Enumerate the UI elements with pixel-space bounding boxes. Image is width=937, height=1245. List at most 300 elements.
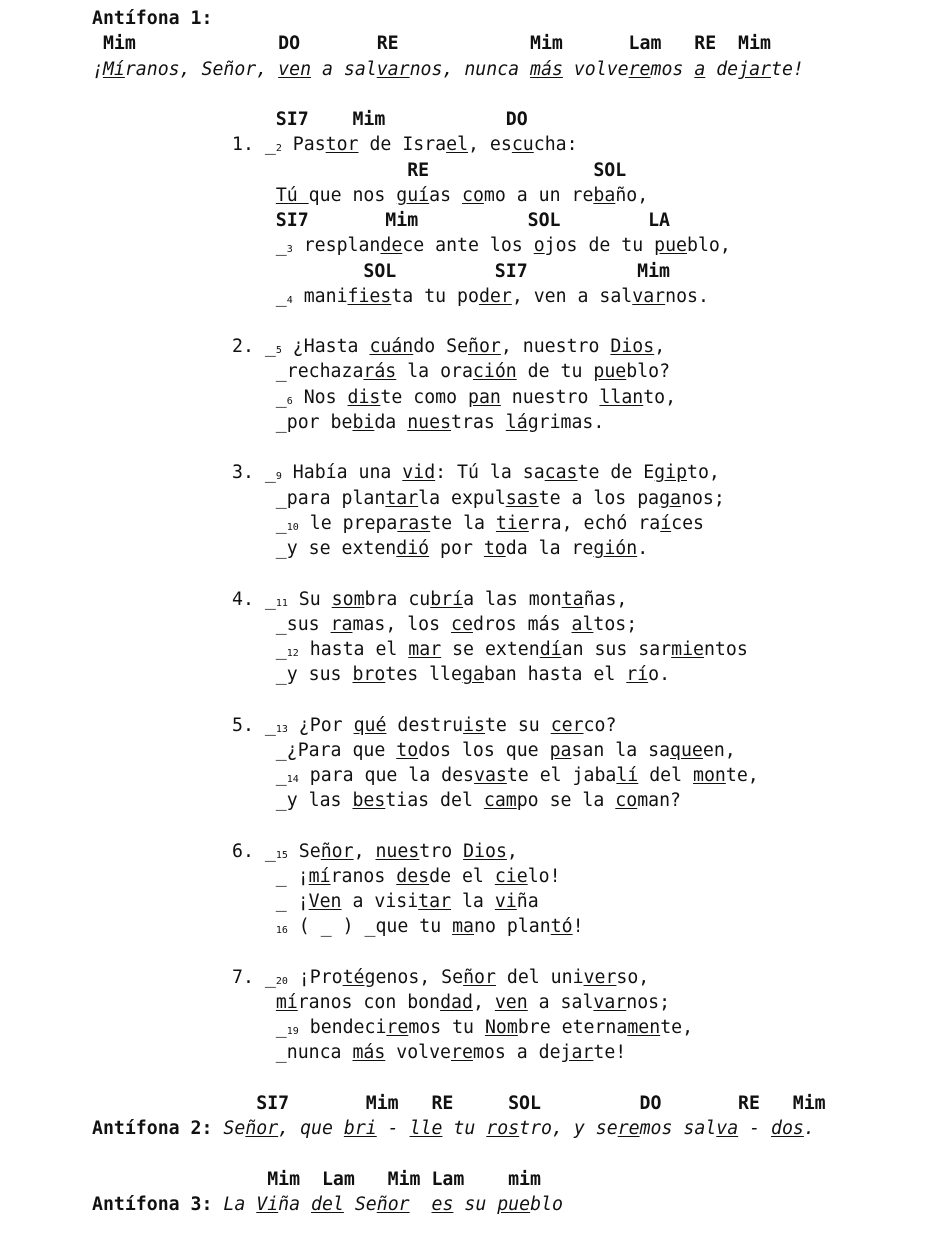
text-run: de Isra bbox=[358, 134, 447, 155]
text-run: del bbox=[638, 765, 694, 786]
text-run: _ bbox=[232, 513, 287, 534]
text-run: tro bbox=[419, 841, 464, 862]
stressed-syllable: Vi bbox=[256, 1194, 279, 1215]
stressed-syllable: som bbox=[331, 589, 365, 610]
stressed-syllable: nues bbox=[407, 412, 452, 433]
text-run: a sal bbox=[311, 59, 377, 80]
stressed-syllable: vid bbox=[402, 462, 436, 483]
text-run: : Tú la sa bbox=[435, 462, 545, 483]
text-run: la bbox=[451, 891, 495, 912]
stanza-6-line-1 bbox=[232, 842, 518, 865]
text-run: La bbox=[212, 1194, 257, 1215]
text-run: ñas, bbox=[583, 589, 628, 610]
text-run: mo a un re bbox=[483, 185, 594, 206]
text-run: mos sal bbox=[639, 1118, 717, 1139]
text-run: del uni bbox=[495, 967, 584, 988]
antifona-3-chords: Mim Lam Mim Lam mim bbox=[92, 1169, 541, 1190]
stressed-syllable: jar bbox=[560, 1042, 594, 1063]
stanza-6-line-3 bbox=[232, 892, 539, 912]
stressed-syllable: ros bbox=[486, 1118, 520, 1139]
stressed-syllable: sas bbox=[505, 488, 539, 509]
antifona-2-chords: SI7 Mim RE SOL DO RE Mim bbox=[92, 1093, 826, 1114]
stressed-syllable: cu bbox=[511, 134, 534, 155]
stressed-syllable: cuán bbox=[369, 336, 414, 357]
text-run: _y se exten bbox=[232, 538, 397, 559]
stressed-syllable: del bbox=[311, 1194, 344, 1215]
text-run: ¡Pro bbox=[287, 967, 343, 988]
text-run: - bbox=[376, 1118, 410, 1139]
text-run: _para plan bbox=[232, 488, 386, 509]
text-run: _y sus bbox=[232, 664, 353, 685]
text-run: se exten bbox=[441, 639, 540, 660]
text-run: grimas. bbox=[527, 412, 605, 433]
text-run: da bbox=[374, 412, 408, 433]
antifona-3-row bbox=[92, 1195, 563, 1215]
stanza-2-line-3 bbox=[232, 388, 676, 411]
verse-number: 6 bbox=[286, 396, 293, 407]
stressed-syllable: llan bbox=[599, 387, 644, 408]
text-run: volve bbox=[562, 59, 629, 80]
antifona-2-row bbox=[92, 1119, 815, 1139]
stressed-syllable: que bbox=[670, 740, 703, 761]
text-run: en, bbox=[702, 740, 736, 761]
text-run: Se bbox=[212, 1118, 246, 1139]
stressed-syllable: der bbox=[478, 286, 512, 307]
text-run: po se la bbox=[516, 790, 616, 811]
stressed-syllable: ñor bbox=[468, 336, 501, 357]
stanza-1-chords-2: RE SOL bbox=[232, 160, 627, 181]
stressed-syllable: Dios bbox=[463, 841, 507, 862]
text-run: _ bbox=[232, 1017, 287, 1038]
stressed-syllable: ras bbox=[397, 513, 431, 534]
stanza-3-line-2 bbox=[232, 489, 725, 509]
text-run: mani bbox=[292, 286, 348, 307]
verse-number: 20 bbox=[275, 976, 288, 987]
text-run: ntos bbox=[703, 639, 748, 660]
stressed-syllable: bri bbox=[343, 1118, 377, 1139]
text-run: . bbox=[637, 538, 649, 559]
text-run: _ bbox=[232, 765, 287, 786]
stressed-syllable: ce bbox=[451, 614, 473, 635]
text-run: ( _ ) _que tu bbox=[287, 916, 453, 937]
text-run: nos; bbox=[681, 488, 725, 509]
stressed-syllable: ñor bbox=[320, 841, 354, 862]
stressed-syllable: lle bbox=[409, 1118, 443, 1139]
stressed-syllable: de bbox=[380, 235, 403, 256]
stressed-syllable: al bbox=[571, 614, 594, 635]
stanza-4-line-4 bbox=[232, 665, 670, 685]
stanza-4-line-2 bbox=[232, 615, 637, 635]
text-run: cha: bbox=[533, 134, 578, 155]
stressed-syllable: dad bbox=[440, 992, 473, 1013]
antifona-3-label: Antífona 3: bbox=[92, 1194, 213, 1215]
stanza-1-chords-4: SOL SI7 Mim bbox=[232, 261, 670, 282]
stressed-syllable: rí bbox=[626, 664, 649, 685]
text-run: de el bbox=[429, 866, 495, 887]
text-run: ranos, Señor, bbox=[124, 59, 279, 80]
text-run: , bbox=[353, 841, 376, 862]
stanza-2-line-4 bbox=[232, 413, 604, 433]
stressed-syllable: Ven bbox=[308, 891, 342, 912]
stressed-syllable: var bbox=[632, 286, 666, 307]
text-run: tras bbox=[451, 412, 506, 433]
text-run: _y las bbox=[232, 790, 353, 811]
text-run: , es bbox=[468, 134, 512, 155]
text-run: _ ¡ bbox=[232, 891, 309, 912]
verse-number: 4 bbox=[286, 295, 293, 306]
stressed-syllable: tó bbox=[550, 916, 573, 937]
text-run: mos bbox=[650, 59, 695, 80]
stressed-syllable: re bbox=[617, 1118, 640, 1139]
text-run: su bbox=[453, 1194, 498, 1215]
text-run: _ bbox=[232, 286, 287, 307]
stressed-syllable: té bbox=[342, 967, 365, 988]
stressed-syllable: dió bbox=[396, 538, 430, 559]
stanza-6-line-4 bbox=[232, 917, 584, 940]
stanza-6-line-2 bbox=[232, 867, 561, 887]
stressed-syllable: re bbox=[451, 1042, 473, 1063]
stressed-syllable: pan bbox=[468, 387, 501, 408]
text-run: dos los que bbox=[418, 740, 550, 761]
text-run: a las mon bbox=[463, 589, 562, 610]
stressed-syllable: pa bbox=[549, 740, 572, 761]
text-run: que nos bbox=[308, 185, 397, 206]
stressed-syllable: ba bbox=[593, 185, 616, 206]
stressed-syllable: to bbox=[483, 538, 506, 559]
text-run: blo bbox=[530, 1194, 563, 1215]
stanza-5-line-4 bbox=[232, 791, 681, 811]
stressed-syllable: cer bbox=[550, 715, 584, 736]
stressed-syllable: co bbox=[615, 790, 638, 811]
text-run: dros más bbox=[472, 614, 572, 635]
stanza-7-line-3 bbox=[232, 1018, 693, 1041]
text-run: Su bbox=[287, 589, 332, 610]
text-run: nos; bbox=[626, 992, 671, 1013]
text-run: an sus sar bbox=[561, 639, 672, 660]
text-run: Se bbox=[343, 1194, 377, 1215]
stressed-syllable: bes bbox=[352, 790, 386, 811]
text-run: tu bbox=[442, 1118, 487, 1139]
text-run: Pas bbox=[281, 134, 326, 155]
stressed-syllable: co bbox=[462, 185, 484, 206]
stressed-syllable: to bbox=[396, 740, 419, 761]
text-run: to, bbox=[643, 387, 677, 408]
verse-number: 14 bbox=[286, 774, 299, 785]
text-run: jos de tu bbox=[544, 235, 655, 256]
text-run: ña bbox=[278, 1194, 312, 1215]
text-run: nos, nunca bbox=[409, 59, 531, 80]
stressed-syllable: nues bbox=[375, 841, 420, 862]
text-run: so, bbox=[616, 967, 650, 988]
text-run: ! bbox=[572, 916, 584, 937]
text-run: te como bbox=[380, 387, 468, 408]
stressed-syllable: gip bbox=[654, 462, 688, 483]
text-run bbox=[410, 1194, 432, 1215]
stanza-4-line-1 bbox=[232, 590, 627, 613]
stressed-syllable: fies bbox=[347, 286, 392, 307]
text-run: ce ante los bbox=[402, 235, 534, 256]
stressed-syllable: mí bbox=[308, 866, 331, 887]
text-run: por bbox=[429, 538, 484, 559]
stanza-4-line-3 bbox=[232, 640, 748, 663]
verse-number: 5 bbox=[275, 345, 282, 356]
text-run: co? bbox=[583, 715, 617, 736]
text-run: tos; bbox=[593, 614, 638, 635]
text-run: bendeci bbox=[298, 1017, 387, 1038]
text-run: mas, los bbox=[352, 614, 452, 635]
stanza-5-line-2 bbox=[232, 741, 736, 761]
text-run: lo! bbox=[527, 866, 561, 887]
text-run: destru bbox=[386, 715, 464, 736]
stressed-syllable: tor bbox=[325, 134, 359, 155]
text-run: , nuestro bbox=[500, 336, 611, 357]
stressed-syllable: vi bbox=[494, 891, 517, 912]
text-run: _por be bbox=[232, 412, 353, 433]
text-run bbox=[232, 992, 276, 1013]
stressed-syllable: mí bbox=[275, 992, 298, 1013]
antifona-1-label: Antífona 1: bbox=[92, 8, 213, 29]
text-run: te, bbox=[725, 765, 759, 786]
stressed-syllable: ción bbox=[472, 361, 517, 382]
stressed-syllable: es bbox=[431, 1194, 454, 1215]
text-run: a sal bbox=[527, 992, 594, 1013]
verse-number: 10 bbox=[286, 522, 299, 533]
text-run: le prepa bbox=[298, 513, 398, 534]
text-run: ¿Hasta bbox=[281, 336, 370, 357]
text-run: mos a de bbox=[472, 1042, 561, 1063]
stressed-syllable: ga bbox=[659, 488, 681, 509]
text-run: nuestro bbox=[500, 387, 600, 408]
stressed-syllable: bi bbox=[352, 412, 375, 433]
text-run: te! bbox=[771, 59, 804, 80]
stressed-syllable: cam bbox=[483, 790, 517, 811]
text-run: bre eterna bbox=[517, 1017, 628, 1038]
stanza-2-line-2 bbox=[232, 362, 670, 382]
stressed-syllable: el bbox=[446, 134, 469, 155]
stressed-syllable: re bbox=[386, 1017, 409, 1038]
text-run: 7. _ bbox=[232, 967, 276, 988]
text-run: blo? bbox=[626, 361, 671, 382]
stanza-3-line-4 bbox=[232, 539, 648, 559]
text-run: ño, bbox=[615, 185, 649, 206]
stressed-syllable: tar bbox=[385, 488, 419, 509]
text-run: 6. _ bbox=[232, 841, 276, 862]
text-run: tes lle bbox=[385, 664, 462, 685]
text-run: - bbox=[738, 1118, 772, 1139]
text-run: te a los pa bbox=[538, 488, 660, 509]
text-run: blo, bbox=[687, 235, 731, 256]
stressed-syllable: lí bbox=[616, 765, 639, 786]
antifona-2-text bbox=[212, 1118, 814, 1139]
text-run: rra, echó ra bbox=[528, 513, 661, 534]
stressed-syllable: is bbox=[463, 715, 485, 736]
stanza-3-line-3 bbox=[232, 514, 704, 537]
stressed-syllable: vas bbox=[474, 765, 507, 786]
text-run: te de E bbox=[577, 462, 655, 483]
stressed-syllable: guí bbox=[396, 185, 430, 206]
text-run: _rechaza bbox=[232, 361, 364, 382]
text-run: _sus bbox=[232, 614, 331, 635]
stressed-syllable: cas bbox=[544, 462, 578, 483]
stressed-syllable: brí bbox=[430, 589, 464, 610]
text-run: as bbox=[429, 185, 462, 206]
stressed-syllable: ra bbox=[330, 614, 353, 635]
antifona-3-text bbox=[212, 1194, 563, 1215]
text-run: te, bbox=[660, 1017, 694, 1038]
text-run: _nunca bbox=[232, 1042, 353, 1063]
stressed-syllable: re bbox=[628, 59, 651, 80]
verse-number: 3 bbox=[286, 244, 293, 255]
stanza-7-line-1 bbox=[232, 968, 649, 991]
stressed-syllable: var bbox=[593, 992, 627, 1013]
stressed-syllable: pue bbox=[497, 1194, 531, 1215]
text-run: a visi bbox=[341, 891, 419, 912]
text-run: Había una bbox=[281, 462, 403, 483]
stressed-syllable: dí bbox=[539, 639, 562, 660]
text-run: 2. _ bbox=[232, 336, 276, 357]
stressed-syllable: va bbox=[716, 1118, 739, 1139]
stressed-syllable: ñor bbox=[463, 967, 496, 988]
stressed-syllable: ñor bbox=[245, 1118, 279, 1139]
stressed-syllable: Tú bbox=[275, 185, 309, 206]
text-run: para que la des bbox=[298, 765, 474, 786]
verse-number: 15 bbox=[275, 850, 288, 861]
text-run: ranos con bon bbox=[297, 992, 441, 1013]
stressed-syllable: mie bbox=[671, 639, 704, 660]
verse-number: 12 bbox=[286, 648, 299, 659]
stressed-syllable: ga bbox=[461, 664, 484, 685]
stressed-syllable: dis bbox=[347, 387, 381, 408]
text-run: nos. bbox=[665, 286, 709, 307]
text-run: no plan bbox=[474, 916, 551, 937]
text-run: resplan bbox=[292, 235, 381, 256]
text-run: Nos bbox=[292, 387, 348, 408]
text-run: 3. _ bbox=[232, 462, 276, 483]
text-run: _ bbox=[232, 235, 287, 256]
text-run: bra cu bbox=[364, 589, 431, 610]
text-run: te su bbox=[484, 715, 551, 736]
text-run: volve bbox=[385, 1042, 452, 1063]
stanza-5-line-3 bbox=[232, 766, 759, 789]
stressed-syllable: o bbox=[533, 235, 545, 256]
antifona-1-text bbox=[92, 60, 804, 80]
verse-number: 19 bbox=[286, 1026, 299, 1037]
antifona-1-chords: Mim DO RE Mim Lam RE Mim bbox=[92, 33, 771, 54]
stressed-syllable: bro bbox=[352, 664, 386, 685]
stanza-1-chords-1: SI7 Mim DO bbox=[232, 109, 528, 130]
text-run: . bbox=[803, 1118, 815, 1139]
stressed-syllable: jar bbox=[738, 59, 771, 80]
stanza-7-line-4 bbox=[232, 1043, 626, 1063]
stressed-syllable: men bbox=[627, 1017, 661, 1038]
text-run: te la bbox=[430, 513, 496, 534]
stressed-syllable: qué bbox=[353, 715, 387, 736]
text-run: ces bbox=[671, 513, 704, 534]
stanza-1-line-1 bbox=[232, 135, 578, 158]
stressed-syllable: des bbox=[396, 866, 430, 887]
text-run: _¿Para que bbox=[232, 740, 397, 761]
text-run: te el jaba bbox=[506, 765, 617, 786]
stressed-syllable: más bbox=[530, 59, 563, 80]
stressed-syllable: más bbox=[352, 1042, 386, 1063]
verse-number: 11 bbox=[275, 598, 288, 609]
stressed-syllable: ver bbox=[583, 967, 617, 988]
stressed-syllable: gión bbox=[593, 538, 638, 559]
stressed-syllable: ta bbox=[561, 589, 584, 610]
text-run: , ven a sal bbox=[511, 286, 633, 307]
antifona-2-label: Antífona 2: bbox=[92, 1118, 213, 1139]
stanza-1-line-2 bbox=[232, 186, 648, 206]
text-run: 1. _ bbox=[232, 134, 276, 155]
text-run: ta tu po bbox=[391, 286, 479, 307]
stressed-syllable: tar bbox=[418, 891, 452, 912]
verse-number: 16 bbox=[275, 925, 288, 936]
stressed-syllable: pue bbox=[654, 235, 688, 256]
stressed-syllable: ven bbox=[278, 59, 312, 80]
text-run: tias del bbox=[385, 790, 484, 811]
text-run bbox=[232, 916, 276, 937]
text-run: , bbox=[472, 992, 495, 1013]
stressed-syllable: dos bbox=[771, 1118, 804, 1139]
text-run: ¿Por bbox=[287, 715, 354, 736]
text-run: te! bbox=[593, 1042, 627, 1063]
text-run: _ bbox=[232, 639, 287, 660]
stressed-syllable: cie bbox=[494, 866, 528, 887]
stressed-syllable: ma bbox=[452, 916, 475, 937]
text-run: do Se bbox=[413, 336, 469, 357]
text-run: ban hasta el bbox=[483, 664, 627, 685]
text-run: hasta el bbox=[298, 639, 409, 660]
stressed-syllable: Nom bbox=[484, 1017, 518, 1038]
text-run: , que bbox=[278, 1118, 344, 1139]
stressed-syllable: Mí bbox=[102, 59, 125, 80]
text-run: tro, y se bbox=[519, 1118, 618, 1139]
text-run: , bbox=[506, 841, 518, 862]
stressed-syllable: lá bbox=[505, 412, 528, 433]
verse-number: 9 bbox=[275, 471, 282, 482]
text-run: 4. _ bbox=[232, 589, 276, 610]
text-run: mos tu bbox=[408, 1017, 485, 1038]
stanza-1-chords-3: SI7 Mim SOL LA bbox=[232, 210, 670, 231]
stressed-syllable: mar bbox=[408, 639, 442, 660]
text-run bbox=[232, 185, 276, 206]
stressed-syllable: pue bbox=[593, 361, 627, 382]
stressed-syllable: var bbox=[376, 59, 410, 80]
text-run: _ ¡ bbox=[232, 866, 309, 887]
text-run: san la sa bbox=[571, 740, 671, 761]
text-run: la ora bbox=[396, 361, 473, 382]
stanza-7-line-2 bbox=[232, 993, 670, 1013]
stressed-syllable: a bbox=[694, 59, 706, 80]
text-run: to, bbox=[687, 462, 720, 483]
text-run: , bbox=[654, 336, 666, 357]
stressed-syllable: ven bbox=[494, 992, 528, 1013]
stanza-3-line-1 bbox=[232, 463, 720, 486]
text-run: da la re bbox=[505, 538, 594, 559]
text-run: ¡ bbox=[92, 59, 103, 80]
text-run: la expul bbox=[418, 488, 506, 509]
stressed-syllable: ñor bbox=[376, 1194, 410, 1215]
stanza-2-line-1 bbox=[232, 337, 665, 360]
text-run: _ bbox=[232, 387, 287, 408]
verse-number: 2 bbox=[275, 143, 282, 154]
text-run: genos, Se bbox=[364, 967, 464, 988]
stressed-syllable: Dios bbox=[610, 336, 655, 357]
text-run: 5. _ bbox=[232, 715, 276, 736]
stanza-1-line-4 bbox=[232, 287, 709, 310]
text-run: ranos bbox=[330, 866, 397, 887]
text-run: o. bbox=[648, 664, 671, 685]
